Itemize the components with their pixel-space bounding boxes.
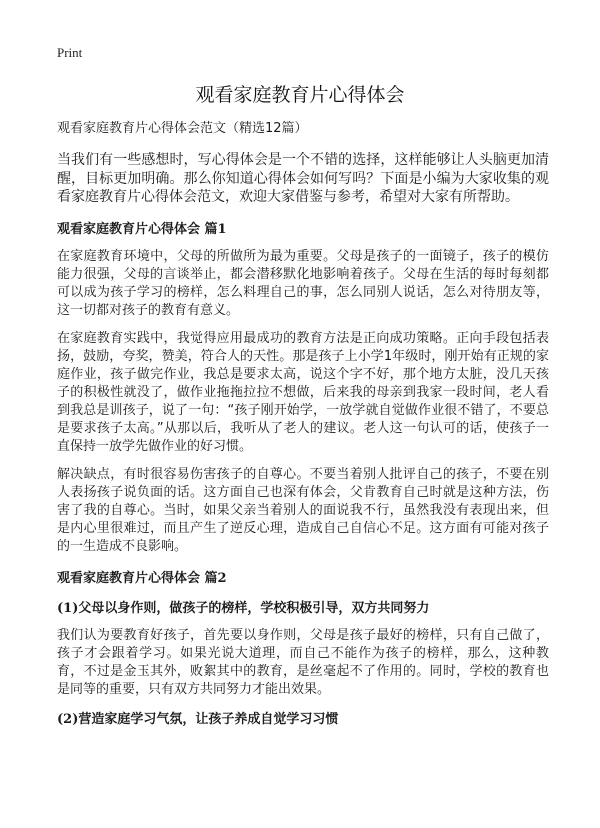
section1-paragraph-1: 在家庭教育环境中，父母的所做所为最为重要。父母是孩子的一面镜子，孩子的模仿能力很强，父母的言谈举止，都会潜移默化地影响着孩子。父母在生活的每时每刻都可以成为孩子学习的榜样，怎么料理自己的事，怎么同别人说话，怎么对待朋友等，这一切都对孩子的教育有意义。 bbox=[57, 248, 549, 318]
article-subtitle: 观看家庭教育片心得体会范文（精选12篇） bbox=[57, 121, 308, 136]
article-body bbox=[57, 120, 549, 738]
section2-paragraph-1: 我们认为要教育好孩子，首先要以身作则，父母是孩子最好的榜样，只有自己做了，孩子才会跟着学习。如果光说大道理，而自己不能作为孩子的榜样，那么，这种教育，不过是金玉其外，败絮其中的教育，是丝毫起不了作用的。同时，学校的教育也是同等的重要，只有双方共同努力才能出效果。 bbox=[57, 627, 549, 697]
print-link[interactable]: Print bbox=[57, 45, 83, 60]
section2-subheading-1: (1)父母以身作则，做孩子的榜样，学校积极引导，双方共同努力 bbox=[57, 600, 430, 616]
section1-paragraph-2: 在家庭教育实践中，我觉得应用最成功的教育方法是正向成功策略。正向手段包括表扬，鼓励，夸奖，赞美，符合人的天性。那是孩子上小学1年级时，刚开始有正规的家庭作业，孩子做完作业，我总是要求太高，说这个字不好，那个地方太脏，没几天孩子的积极性就没了，做作业拖拖拉拉不想做，后来我的母亲到我家一段时间，老人看到我总是训孩子，说了一句：“孩子刚开始学，一放学就自觉做作业很不错了，不要总是要求孩子太高。”从那以后，我听从了老人的建议。老人这一句认可的话，使孩子一直保持一放学先做作业的好习惯。 bbox=[57, 330, 549, 454]
section-heading-2: 观看家庭教育片心得体会 篇2 bbox=[57, 570, 227, 586]
section1-paragraph-3: 解决缺点，有时很容易伤害孩子的自尊心。不要当着别人批评自己的孩子，不要在别人表扬孩子说负面的话。这方面自己也深有体会，父肯教育自己时就是这种方法，伤害了我的自尊心。当时，如果父亲当着别人的面说我不行，虽然我没有表现出来，但是内心里很难过，而且产生了逆反心理，造成自己自信心不足。这方面有可能对孩子的一生造成不良影响。 bbox=[57, 466, 549, 554]
section-heading-1: 观看家庭教育片心得体会 篇1 bbox=[57, 221, 227, 237]
section2-subheading-2: (2)营造家庭学习气氛，让孩子养成自觉学习习惯 bbox=[57, 711, 339, 727]
page-title: 观看家庭教育片心得体会 bbox=[195, 84, 405, 106]
intro-paragraph: 当我们有一些感想时，写心得体会是一个不错的选择，这样能够让人头脑更加清醒，目标更加明确。那么你知道心得体会如何写吗？下面是小编为大家收集的观看家庭教育片心得体会范文，欢迎大家借鉴与参考，希望对大家有所帮助。 bbox=[57, 152, 549, 205]
